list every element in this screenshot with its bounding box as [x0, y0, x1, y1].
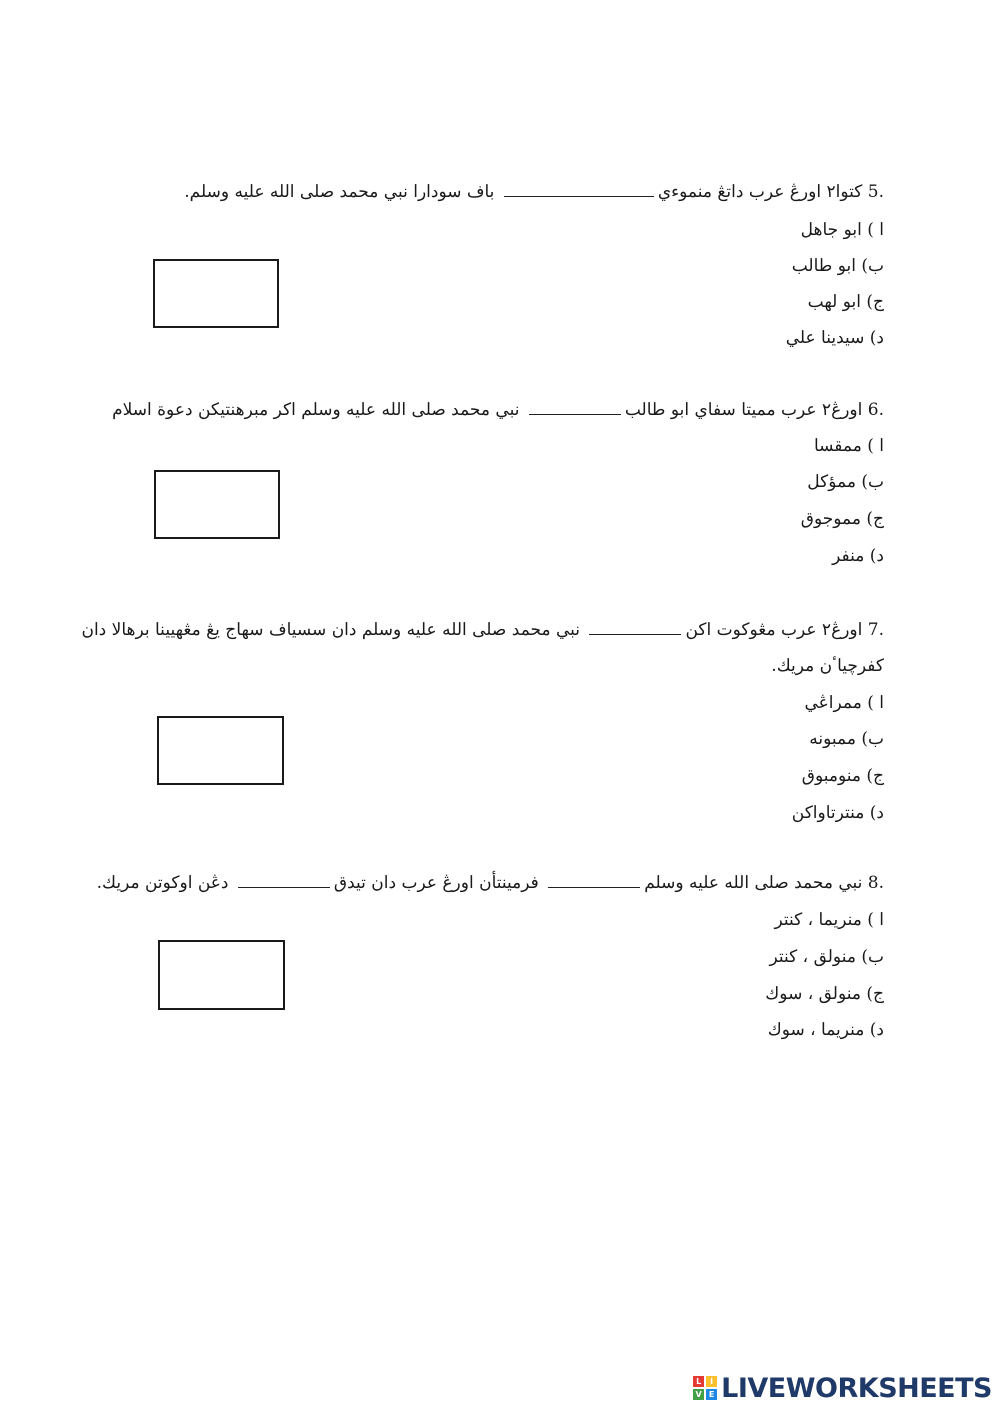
question-6-option-b: ب) ممؤكل [807, 472, 884, 492]
question-5-text-b: باف سودارا نبي محمد صلى الله عليه وسلم. [184, 182, 495, 202]
question-5-line-1 [184, 176, 884, 209]
question-8-number: 8. [867, 873, 884, 893]
question-6-line-1 [112, 394, 884, 427]
question-7-text-a: اورڠ٢ عرب مڠوكوت اكن [685, 620, 863, 640]
question-7-number: 7. [867, 620, 884, 640]
question-7-option-b: ب) ممبونه [809, 729, 884, 749]
question-6-answer-box[interactable] [154, 470, 280, 539]
question-8-answer-box[interactable] [158, 940, 285, 1010]
question-8-option-b: ب) منولق ، كنتر [769, 947, 884, 967]
question-5-option-c: ج) ابو لهب [807, 292, 884, 312]
question-7-line-2: كفرچياٴن مريك. [771, 656, 884, 676]
liveworksheets-logo [693, 1371, 992, 1405]
question-8-blank-2 [238, 873, 330, 888]
question-8-text-a: نبي محمد صلى الله عليه وسلم [644, 873, 863, 893]
logo-letter-i: I [706, 1376, 717, 1387]
question-8-line-1 [97, 867, 884, 900]
logo-grid-icon [693, 1376, 717, 1400]
question-7-text-b: نبي محمد صلى الله عليه وسلم دان سسياف سهاج يڠ مڠهيينا برهالا دان [81, 620, 581, 640]
question-8-text-b: فرمينتأن اورڠ عرب دان تيدق [333, 873, 539, 893]
question-8-blank-1 [548, 873, 640, 888]
question-7-option-a: ا ) ممراڠي [804, 693, 884, 713]
question-7-answer-box[interactable] [157, 716, 284, 785]
question-7-blank [589, 620, 681, 635]
question-8-text-c: دڠن اوكوتن مريك. [96, 873, 229, 893]
question-5-option-d: د) سيدينا علي [785, 328, 884, 348]
question-6-option-d: د) منفر [832, 546, 884, 566]
logo-letter-v: V [693, 1389, 704, 1400]
question-8-option-c: ج) منولق ، سوك [765, 984, 884, 1004]
question-6-text-a: اورڠ٢ عرب مميتا سفاي ابو طالب [624, 400, 863, 420]
question-8-option-a: ا ) منريما ، كنتر [774, 910, 884, 930]
question-6-number: 6. [867, 400, 884, 420]
question-5-number: 5. [867, 182, 884, 202]
question-6-blank [529, 400, 621, 415]
question-6-option-c: ج) مموجوق [800, 509, 884, 529]
question-7-line-1 [81, 614, 884, 647]
question-5-option-a: ا ) ابو جاهل [800, 220, 884, 240]
logo-text: LIVEWORKSHEETS [721, 1372, 992, 1404]
question-5-answer-box[interactable] [153, 259, 279, 328]
question-5-option-b: ب) ابو طالب [791, 256, 884, 276]
question-7-option-d: د) منترتاواكن [791, 803, 884, 823]
question-6-option-a: ا ) ممقسا [813, 436, 884, 456]
question-7-option-c: ج) منومبوق [801, 766, 884, 786]
logo-letter-e: E [706, 1389, 717, 1400]
question-5-text-a: كتوا٢ اورڠ عرب داتڠ منموءي [657, 182, 863, 202]
question-8-option-d: د) منريما ، سوك [767, 1020, 884, 1040]
logo-letter-l: L [693, 1376, 704, 1387]
question-5-blank [504, 182, 654, 197]
question-6-text-b: نبي محمد صلى الله عليه وسلم اكر مبرهنتيكن دعوة اسلام [112, 400, 520, 420]
